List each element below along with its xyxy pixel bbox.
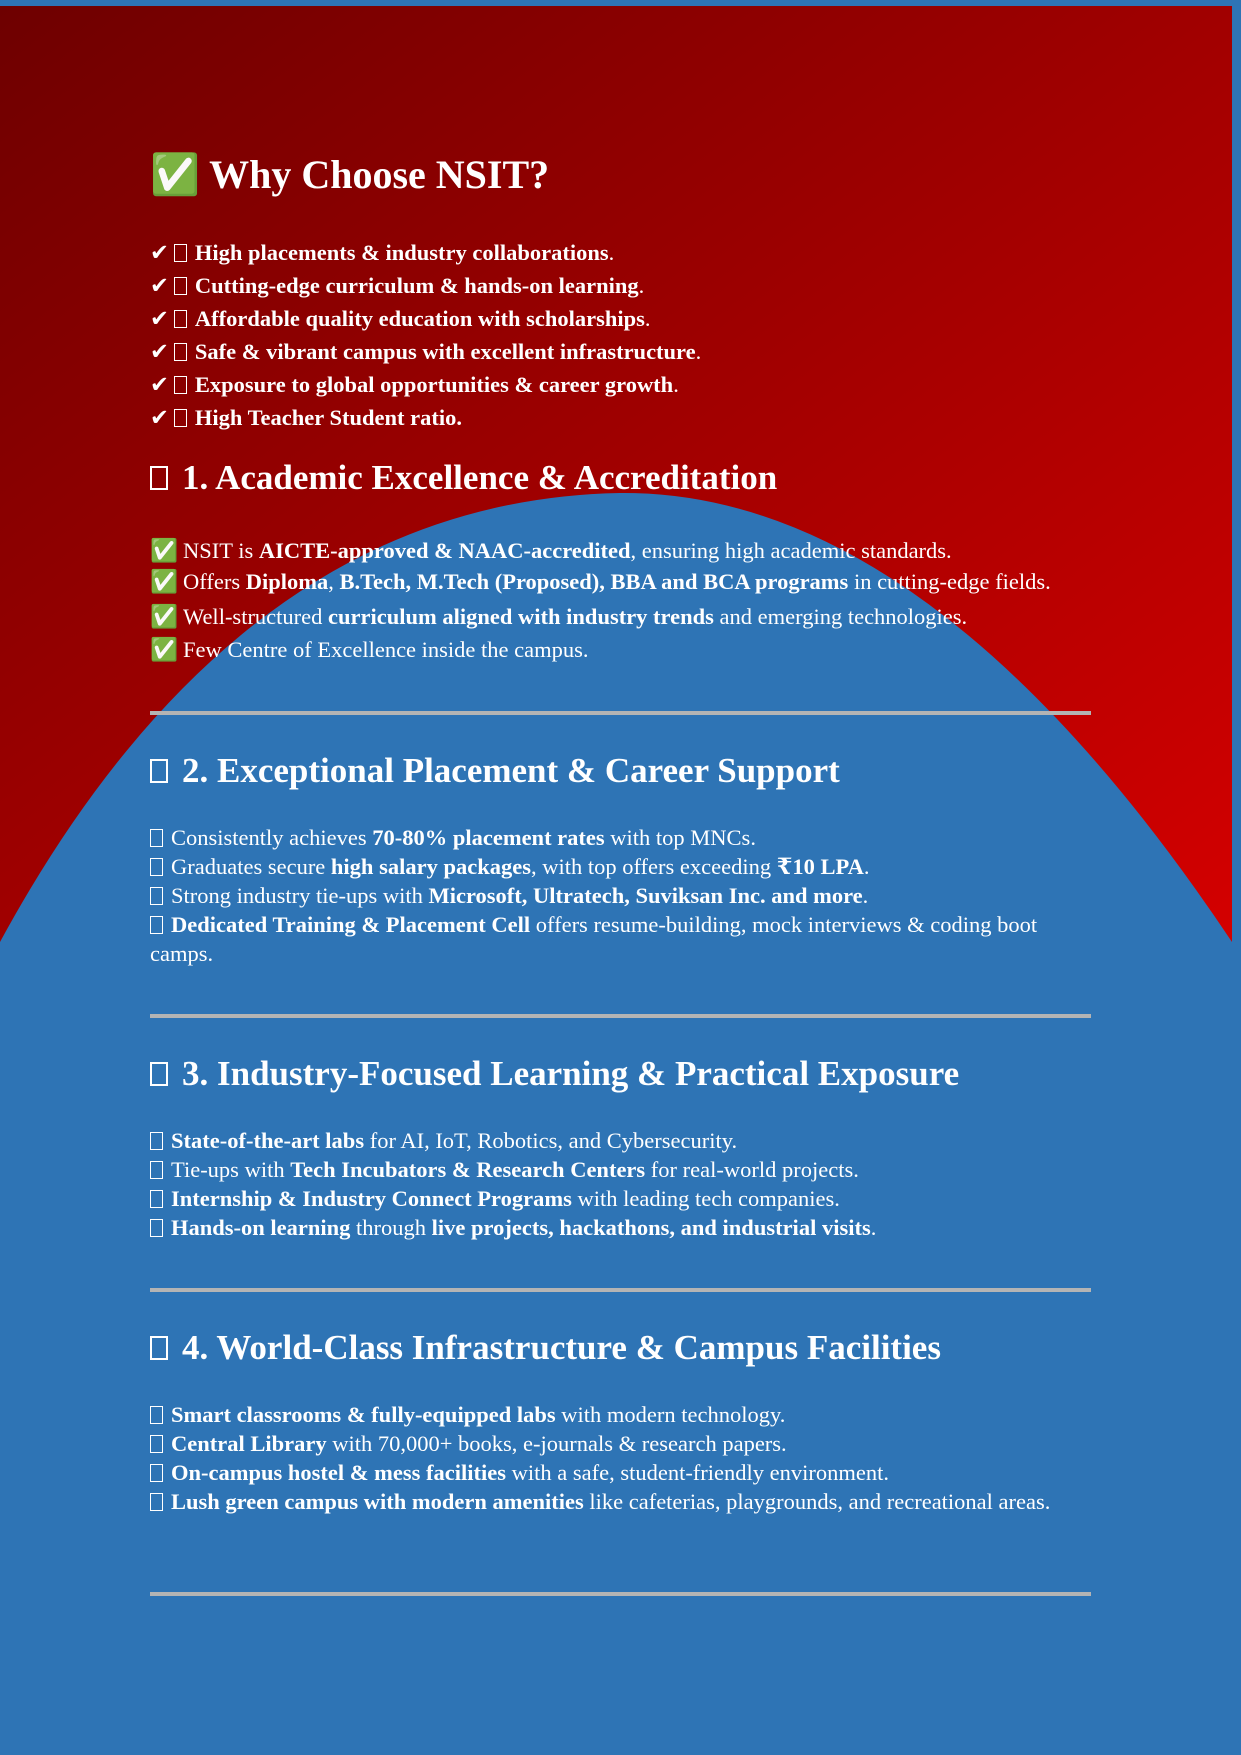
missing-glyph-icon [150,858,163,876]
infrastructure-list [150,1400,1091,1516]
missing-glyph-icon [174,277,187,295]
divider [150,1592,1091,1596]
why-choose-list [150,236,1091,434]
list-item: Tie-ups with Tech Incubators & Research Centers for real-world projects. [150,1155,1091,1184]
list-item: Smart classrooms & fully-equipped labs with modern technology. [150,1400,1091,1429]
list-item: On-campus hostel & mess facilities with a safe, student-friendly environment. [150,1458,1091,1487]
list-item: ✅ Offers Diploma, B.Tech, M.Tech (Proposed), BBA and BCA programs in cutting-edge fields. [150,569,1051,594]
missing-glyph-icon [150,759,168,783]
missing-glyph-icon [174,409,187,427]
missing-glyph-icon [150,466,168,490]
missing-glyph-icon [150,1161,163,1179]
missing-glyph-icon [174,343,187,361]
divider [150,711,1091,715]
divider [150,1014,1091,1018]
list-item: ✔ Affordable quality education with scholarships. [150,306,651,331]
missing-glyph-icon [150,1062,168,1086]
list-item: Consistently achieves 70-80% placement rates with top MNCs. [150,823,1091,852]
missing-glyph-icon [174,376,187,394]
missing-glyph-icon [150,1190,163,1208]
list-item: Hands-on learning through live projects, hackathons, and industrial visits. [150,1213,1091,1242]
list-item: ✔ Cutting-edge curriculum & hands-on learning. [150,273,645,298]
section-title-academic: 1. Academic Excellence & Accreditation [150,458,777,498]
industry-list [150,1126,1091,1242]
list-item: Strong industry tie-ups with Microsoft, Ultratech, Suviksan Inc. and more. [150,881,1091,910]
divider [150,1288,1091,1292]
list-item: Dedicated Training & Placement Cell offers resume-building, mock interviews & coding boot camps. [150,912,1038,966]
missing-glyph-icon [150,1435,163,1453]
list-item: State-of-the-art labs for AI, IoT, Robotics, and Cybersecurity. [150,1126,1091,1155]
missing-glyph-icon [150,829,163,847]
missing-glyph-icon [150,1464,163,1482]
missing-glyph-icon [150,1406,163,1424]
section-title-infrastructure: 4. World-Class Infrastructure & Campus Facilities [150,1328,941,1368]
list-item: ✔ High Teacher Student ratio. [150,405,462,430]
missing-glyph-icon [150,1219,163,1237]
missing-glyph-icon [150,887,163,905]
list-item: ✔ Safe & vibrant campus with excellent infrastructure. [150,339,702,364]
list-item: ✅ Few Centre of Excellence inside the campus. [150,637,589,662]
list-item: Internship & Industry Connect Programs with leading tech companies. [150,1184,1091,1213]
section-title-industry: 3. Industry-Focused Learning & Practical Exposure [150,1054,959,1094]
list-item: Graduates secure high salary packages, with top offers exceeding ₹10 LPA. [150,852,1091,881]
section-title-placement: 2. Exceptional Placement & Career Support [150,751,840,791]
missing-glyph-icon [150,1132,163,1150]
missing-glyph-icon [150,1336,168,1360]
why-choose-title: ✅ Why Choose NSIT? [150,152,550,197]
placement-list [150,823,1091,968]
academic-list [150,534,1091,666]
list-item: ✅ NSIT is AICTE-approved & NAAC-accredited, ensuring high academic standards. [150,538,952,563]
missing-glyph-icon [174,244,187,262]
list-item: ✔ High placements & industry collaborations. [150,240,615,265]
list-item: ✅ Well-structured curriculum aligned with industry trends and emerging technologies. [150,604,968,629]
list-item: ✔ Exposure to global opportunities & career growth. [150,372,679,397]
missing-glyph-icon [150,1493,163,1511]
missing-glyph-icon [174,310,187,328]
list-item: Central Library with 70,000+ books, e-journals & research papers. [150,1429,1091,1458]
list-item: Lush green campus with modern amenities like cafeterias, playgrounds, and recreational areas. [150,1487,1091,1516]
missing-glyph-icon [150,916,163,934]
